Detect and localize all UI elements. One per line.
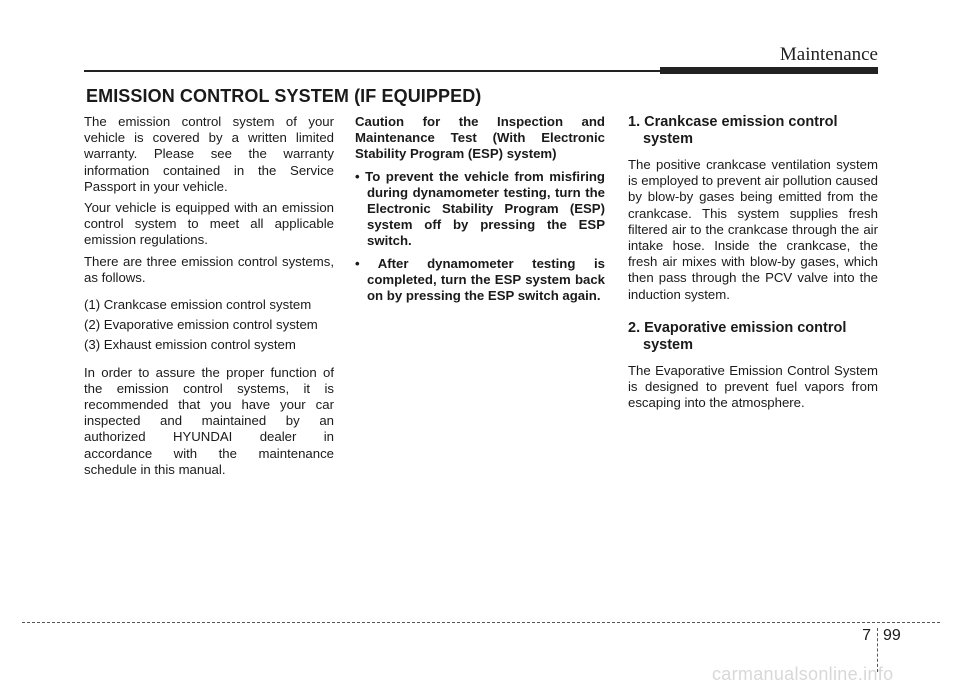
crankcase-heading: 1. Crankcase emission control system: [628, 114, 838, 147]
header-rule-thick: [660, 67, 878, 74]
dealer-paragraph: In order to assure the proper function of the emission control systems, it is recommended that you have your car inspected and maintained by an authorized HYUNDAI dealer in accordance with the maintenance schedule in this manual.: [84, 364, 334, 477]
systems-intro-paragraph: There are three emission control systems, as follows.: [84, 253, 334, 285]
evaporative-heading: 2. Evaporative emission control system: [628, 319, 847, 353]
intro-paragraph: The emission control system of your vehicle is covered by a written limited warranty. Please see the warranty information contained in the Service Passport in your vehicle.: [84, 114, 334, 194]
list-item: (3) Exhaust emission control system: [84, 337, 296, 353]
page-title: EMISSION CONTROL SYSTEM (IF EQUIPPED): [86, 86, 482, 106]
footer-dashed-rule: [22, 622, 940, 623]
column-right: [628, 114, 878, 416]
page-number: 99: [883, 627, 901, 644]
watermark: carmanualsonline.info: [712, 664, 894, 684]
list-item: (1) Crankcase emission control system: [84, 297, 312, 313]
equipment-paragraph: Your vehicle is equipped with an emission control system to meet all applicable emission regulations.: [84, 200, 334, 248]
evaporative-paragraph: The Evaporative Emission Control System is designed to prevent fuel vapors from escaping into the atmosphere.: [628, 362, 878, 411]
column-left: [84, 114, 334, 483]
caution-bullet: • After dynamometer testing is completed, turn the ESP system back on by pressing the ESP switch again.: [355, 255, 605, 304]
page-chapter: 7: [862, 627, 871, 644]
section-header: Maintenance: [779, 44, 878, 65]
caution-heading: Caution for the Inspection and Maintenance Test (With Electronic Stability Program (ESP) system): [355, 114, 605, 162]
crankcase-paragraph: The positive crankcase ventilation system is employed to prevent air pollution caused by blow-by gases being emitted from the crankcase. This system supplies fresh filtered air to the crankcase through the air intake hose. Inside the crankcase, the fresh air mixes with blow-by gases, which then pass through the PCV valve into the induction system.: [628, 157, 878, 302]
column-middle: [355, 114, 605, 310]
caution-bullet: • To prevent the vehicle from misfiring during dynamometer testing, turn the Electronic Stability Program (ESP) system off by pressing the ESP switch.: [355, 168, 605, 249]
header-rule-thin: [84, 70, 660, 72]
list-item: (2) Evaporative emission control system: [84, 317, 318, 333]
